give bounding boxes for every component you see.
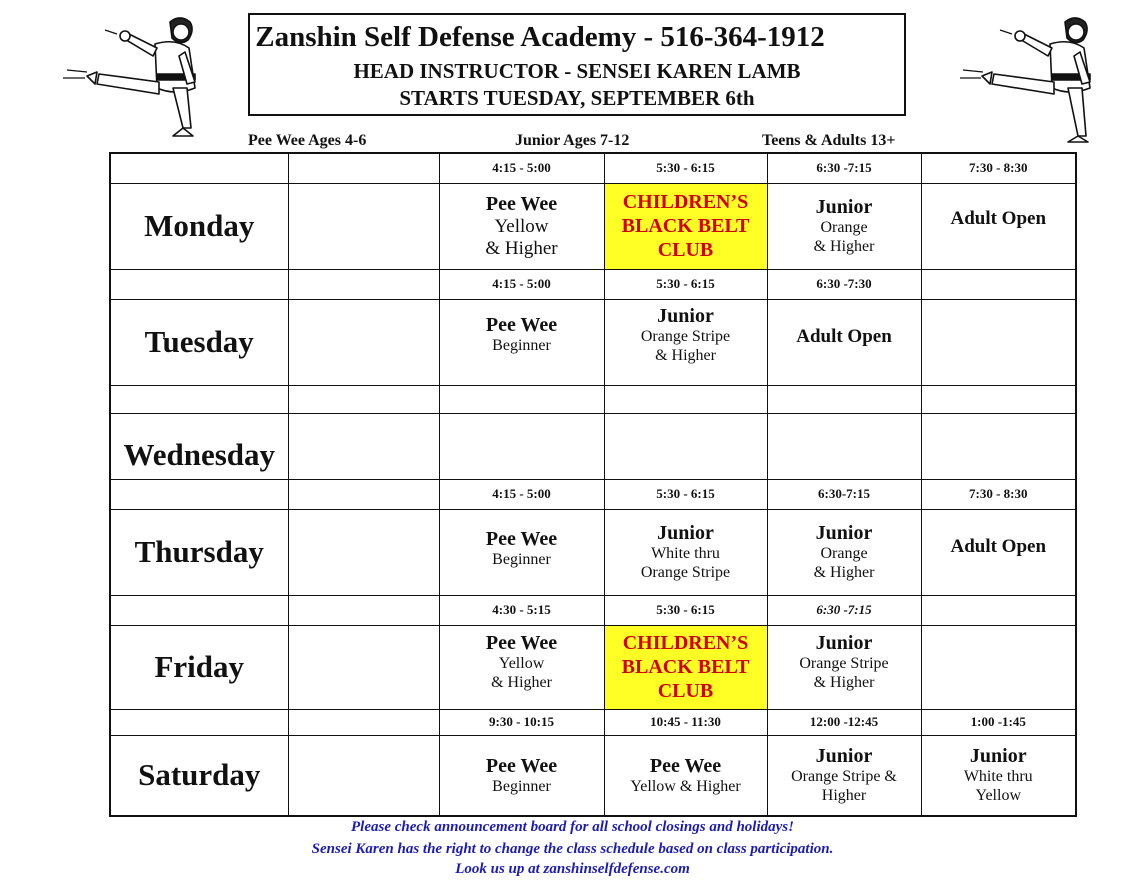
class-level: & Higher bbox=[485, 237, 558, 259]
class-level: White thru bbox=[651, 545, 720, 563]
class-cell bbox=[439, 183, 604, 269]
time-slot: 4:15 - 5:00 bbox=[439, 153, 604, 183]
class-cell bbox=[439, 299, 604, 385]
table-row bbox=[110, 183, 1076, 269]
class-level: & Higher bbox=[813, 563, 875, 581]
class-level: Yellow bbox=[494, 215, 549, 237]
time-slot: 5:30 - 6:15 bbox=[604, 479, 767, 509]
class-level: Orange Stripe bbox=[640, 328, 731, 346]
age-group-teens: Teens & Adults 13+ bbox=[762, 132, 896, 149]
class-name: Pee Wee bbox=[485, 314, 558, 337]
black-belt-club-cell bbox=[604, 183, 767, 269]
class-cell bbox=[604, 509, 767, 595]
class-name: Pee Wee bbox=[485, 754, 558, 777]
time-slot: 5:30 - 6:15 bbox=[604, 269, 767, 299]
time-slot: 7:30 - 8:30 bbox=[921, 479, 1076, 509]
club-text: CLUB bbox=[657, 680, 714, 702]
black-belt-club-cell bbox=[604, 625, 767, 709]
time-slot: 4:30 - 5:15 bbox=[439, 595, 604, 625]
class-cell bbox=[604, 299, 767, 385]
table-row bbox=[110, 385, 1076, 413]
table-row bbox=[110, 709, 1076, 735]
club-text: BLACK BELT bbox=[621, 656, 750, 678]
time-slot: 6:30 -7:15 bbox=[767, 153, 921, 183]
class-cell bbox=[921, 509, 1076, 595]
class-level: Yellow bbox=[498, 655, 545, 673]
head-instructor: HEAD INSTRUCTOR - SENSEI KAREN LAMB bbox=[353, 59, 801, 83]
time-slot: 4:15 - 5:00 bbox=[439, 269, 604, 299]
class-name: Adult Open bbox=[950, 208, 1047, 230]
karate-kick-illustration-left bbox=[45, 10, 205, 145]
day-thursday: Thursday bbox=[110, 509, 288, 595]
class-name: Junior bbox=[969, 745, 1027, 768]
class-cell bbox=[767, 509, 921, 595]
class-name: Adult Open bbox=[796, 326, 892, 348]
class-level: Beginner bbox=[492, 551, 551, 569]
time-slot: 12:00 -12:45 bbox=[767, 709, 921, 735]
class-level: Orange bbox=[820, 219, 868, 237]
class-cell bbox=[767, 735, 921, 816]
footer-website: Look us up at zanshinselfdefense.com bbox=[455, 861, 690, 877]
class-name: Junior bbox=[815, 632, 873, 655]
class-cell bbox=[921, 735, 1076, 816]
club-text: CHILDREN’S bbox=[622, 632, 749, 654]
class-cell bbox=[439, 625, 604, 709]
table-row bbox=[110, 269, 1076, 299]
class-level: Beginner bbox=[492, 337, 551, 355]
class-level: & Higher bbox=[491, 673, 552, 691]
class-cell bbox=[767, 183, 921, 269]
age-group-junior: Junior Ages 7-12 bbox=[515, 132, 630, 149]
day-wednesday: Wednesday bbox=[110, 413, 288, 479]
time-slot: 5:30 - 6:15 bbox=[604, 153, 767, 183]
table-row bbox=[110, 479, 1076, 509]
time-slot: 1:00 -1:45 bbox=[921, 709, 1076, 735]
schedule-table bbox=[109, 152, 1077, 817]
class-level: Orange bbox=[820, 545, 868, 563]
club-text: CHILDREN’S bbox=[622, 191, 749, 213]
time-slot: 4:15 - 5:00 bbox=[439, 479, 604, 509]
footer-notice-schedule: Sensei Karen has the right to change the class schedule based on class participation. bbox=[311, 841, 834, 857]
class-level: Orange Stripe & bbox=[791, 768, 897, 786]
day-saturday: Saturday bbox=[110, 735, 288, 816]
class-name: Adult Open bbox=[950, 536, 1047, 558]
class-level: & Higher bbox=[655, 346, 716, 364]
footer-notice-closings: Please check announcement board for all school closings and holidays! bbox=[351, 819, 794, 835]
class-name: Pee Wee bbox=[649, 754, 722, 777]
table-row bbox=[110, 413, 1076, 479]
club-text: BLACK BELT bbox=[621, 215, 750, 237]
class-cell bbox=[604, 735, 767, 816]
class-name: Junior bbox=[815, 522, 873, 545]
time-slot: 6:30 -7:30 bbox=[767, 269, 921, 299]
class-name: Junior bbox=[657, 305, 714, 328]
class-cell bbox=[439, 735, 604, 816]
table-row bbox=[110, 735, 1076, 816]
class-level: Higher bbox=[821, 786, 867, 804]
time-slot: 6:30-7:15 bbox=[767, 479, 921, 509]
table-row bbox=[110, 625, 1076, 709]
table-row bbox=[110, 509, 1076, 595]
time-slot: 9:30 - 10:15 bbox=[439, 709, 604, 735]
age-group-peewee: Pee Wee Ages 4-6 bbox=[248, 132, 367, 149]
table-row bbox=[110, 153, 1076, 183]
class-name: Junior bbox=[815, 745, 873, 768]
class-level: Orange Stripe bbox=[640, 563, 731, 581]
class-cell bbox=[439, 509, 604, 595]
class-cell bbox=[921, 183, 1076, 269]
class-level: Yellow bbox=[975, 786, 1021, 804]
header-box bbox=[248, 13, 906, 116]
class-level: Yellow & Higher bbox=[630, 777, 741, 795]
day-monday: Monday bbox=[110, 183, 288, 269]
class-cell bbox=[767, 625, 921, 709]
class-name: Junior bbox=[815, 196, 873, 219]
class-name: Pee Wee bbox=[485, 192, 558, 215]
class-level: & Higher bbox=[813, 237, 875, 255]
time-slot: 6:30 -7:15 bbox=[767, 595, 921, 625]
time-slot: 10:45 - 11:30 bbox=[604, 709, 767, 735]
table-row bbox=[110, 595, 1076, 625]
time-slot: 7:30 - 8:30 bbox=[921, 153, 1076, 183]
karate-kick-illustration-right bbox=[955, 10, 1115, 145]
day-friday: Friday bbox=[110, 625, 288, 709]
class-name: Pee Wee bbox=[485, 632, 558, 655]
class-cell bbox=[767, 299, 921, 385]
day-tuesday: Tuesday bbox=[110, 299, 288, 385]
class-level: White thru bbox=[963, 768, 1033, 786]
page-title: Zanshin Self Defense Academy - 516-364-1912 bbox=[255, 21, 825, 53]
club-text: CLUB bbox=[657, 239, 714, 261]
start-date: STARTS TUESDAY, SEPTEMBER 6th bbox=[399, 86, 755, 110]
class-name: Pee Wee bbox=[485, 528, 558, 551]
class-level: Orange Stripe bbox=[799, 655, 889, 673]
class-level: Beginner bbox=[492, 777, 551, 795]
table-row bbox=[110, 299, 1076, 385]
class-name: Junior bbox=[657, 522, 714, 545]
time-slot: 5:30 - 6:15 bbox=[604, 595, 767, 625]
class-level: & Higher bbox=[813, 673, 875, 691]
